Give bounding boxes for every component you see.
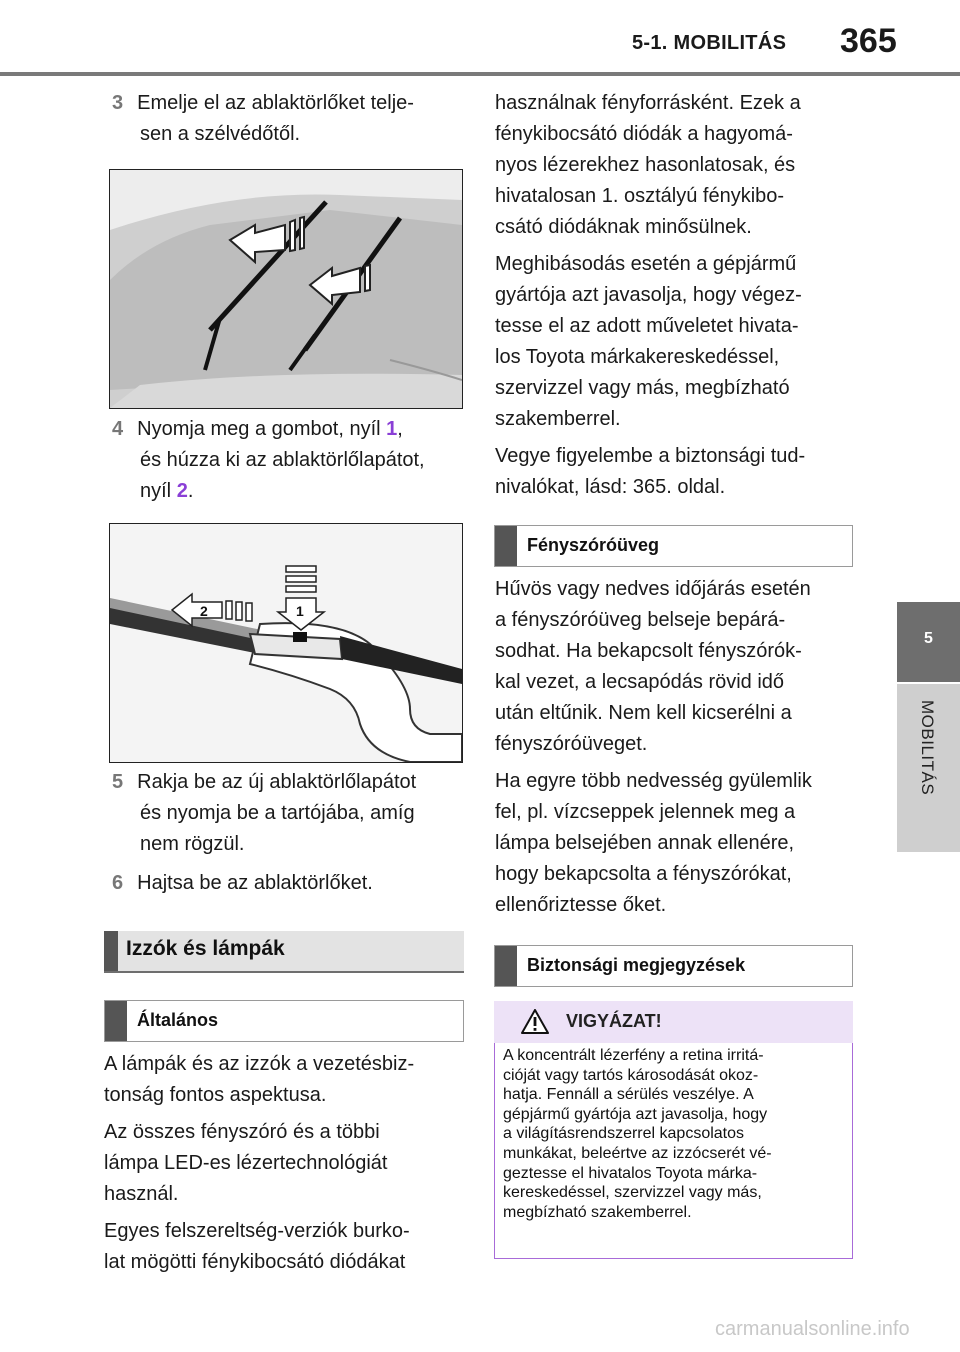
text-line: tesse el az adott műveletet hivata- (495, 315, 799, 337)
subsection-header-safety-notes (494, 945, 853, 987)
step-text: Hajtsa be az ablaktörlőket. (137, 872, 373, 894)
subsection-title: Fényszóróüveg (527, 535, 660, 555)
subsection-title: Általános (137, 1010, 219, 1030)
step-text: Nyomja meg a gombot, nyíl (137, 418, 387, 440)
subsection-header-headlight-glass (494, 525, 853, 567)
callout-1: 1 (386, 418, 398, 440)
step-number: 3 (112, 92, 124, 114)
step-number: 6 (112, 872, 124, 894)
text-line: csátó diódáknak minősülnek. (495, 216, 752, 238)
text-line: Meghibásodás esetén a gépjármű (495, 253, 797, 275)
text-line: hogy bekapcsolta a fényszórókat, (495, 863, 792, 885)
text-line: hatja. Fennáll a sérülés veszélye. A (503, 1086, 754, 1104)
paragraph (495, 88, 875, 243)
text-line: geztesse el hivatalos Toyota márka- (503, 1164, 758, 1182)
subsection-title: Biztonsági megjegyzések (527, 955, 746, 975)
paragraph (104, 1049, 474, 1111)
step-text: , (397, 418, 403, 440)
step-6 (112, 868, 373, 899)
text-line: használ. (104, 1183, 179, 1205)
text-line: szakemberrel. (495, 408, 621, 430)
text-line: Egyes felszereltség-verziók burko- (104, 1220, 410, 1242)
text-line: kereskedéssel, szervizzel vagy más, (503, 1184, 762, 1202)
text-line: ellenőriztesse őket. (495, 894, 667, 916)
arrow-label-1: 1 (296, 603, 304, 619)
watermark: carmanualsonline.info (715, 1318, 910, 1340)
text-line: lat mögötti fénykibocsátó diódákat (104, 1251, 406, 1273)
text-line: lámpa belsejében annak ellenére, (495, 832, 795, 854)
chapter-tab-number: 5 (924, 630, 933, 647)
subsection-header-general (104, 1000, 464, 1042)
right-body-text-mid (495, 574, 875, 921)
text-line: Vegye figyelembe a biztonsági tud- (495, 445, 806, 467)
text-line: sodhat. Ha bekapcsolt fényszórók- (495, 640, 802, 662)
step-3 (112, 88, 414, 150)
figure-wipers-raised (109, 169, 463, 409)
running-header-section: 5-1. MOBILITÁS (632, 32, 787, 54)
step-text: és húzza ki az ablaktörlőlapátot, (140, 449, 425, 471)
text-line: los Toyota márkakereskedéssel, (495, 346, 780, 368)
warning-text (503, 1046, 847, 1222)
text-line: munkákat, beleértve az izzócserét vé- (503, 1144, 772, 1162)
step-text: Rakja be az új ablaktörlőlapátot (137, 771, 417, 793)
text-line: nyos lézerekhez hasonlatosak, és (495, 154, 796, 176)
paragraph (104, 1216, 474, 1278)
text-line: fel, pl. vízcseppek jelennek meg a (495, 801, 796, 823)
step-number: 5 (112, 771, 124, 793)
callout-2: 2 (176, 480, 188, 502)
step-4 (112, 414, 425, 507)
wiper-illustration (110, 170, 462, 408)
text-line: lámpa LED-es lézertechnológiát (104, 1152, 388, 1174)
text-line: hivatalosan 1. osztályú fénykibo- (495, 185, 785, 207)
page-number: 365 (840, 22, 897, 60)
section-header-lights (104, 931, 464, 973)
text-line: Ha egyre több nedvesség gyülemlik (495, 770, 812, 792)
text-line: szervizzel vagy más, megbízható (495, 377, 790, 399)
text-line: A koncentrált lézerfény a retina irritá- (503, 1047, 764, 1064)
paragraph (495, 574, 875, 760)
right-body-text-top (495, 88, 875, 503)
text-line: után eltűnik. Nem kell kicserélni a (495, 702, 792, 724)
figure-wiper-blade-release (109, 523, 463, 763)
text-line: gyártója azt javasolja, hogy végez- (495, 284, 802, 306)
paragraph (495, 249, 875, 435)
text-line: nivalókat, lásd: 365. oldal. (495, 476, 726, 498)
text-line: használnak fényforrásként. Ezek a (495, 92, 801, 114)
step-5 (112, 767, 416, 860)
paragraph (495, 441, 875, 503)
step-text: . (187, 480, 194, 502)
text-line: megbízható szakemberrel. (503, 1203, 692, 1221)
left-body-text (104, 1049, 474, 1278)
step-text: és nyomja be a tartójába, amíg (140, 802, 415, 824)
section-title: Izzók és lámpák (126, 937, 285, 960)
text-line: A lámpák és az izzók a vezetésbiz- (104, 1053, 415, 1075)
text-line: tonság fontos aspektusa. (104, 1084, 327, 1106)
text-line: fénykibocsátó diódák a hagyomá- (495, 123, 793, 145)
wiper-blade-illustration (110, 524, 462, 762)
warning-title: VIGYÁZAT! (566, 1011, 662, 1031)
header-rule (0, 72, 960, 76)
paragraph (495, 766, 875, 921)
text-line: cióját vagy tartós károsodását okoz- (503, 1066, 759, 1084)
text-line: a fényszóróüveg belseje bepárá- (495, 609, 786, 631)
text-line: Az összes fényszóró és a többi (104, 1121, 380, 1143)
text-line: kal vezet, a lecsapódás rövid idő (495, 671, 785, 693)
warning-triangle-icon (521, 1009, 549, 1039)
text-line: gépjármű gyártója azt javasolja, hogy (503, 1105, 768, 1123)
text-line: a világításrendszerrel kapcsolatos (503, 1125, 745, 1143)
arrow-label-2: 2 (200, 603, 208, 619)
paragraph (104, 1117, 474, 1210)
step-text: sen a szélvédőtől. (140, 123, 301, 145)
step-number: 4 (112, 418, 124, 440)
text-line: Hűvös vagy nedves időjárás esetén (495, 578, 811, 600)
step-text: nyíl (140, 480, 177, 502)
chapter-tab-label: MOBILITÁS (918, 700, 937, 796)
text-line: fényszóróüveget. (495, 733, 648, 755)
step-text: nem rögzül. (140, 833, 245, 855)
step-text: Emelje el az ablaktörlőket telje- (137, 92, 414, 114)
